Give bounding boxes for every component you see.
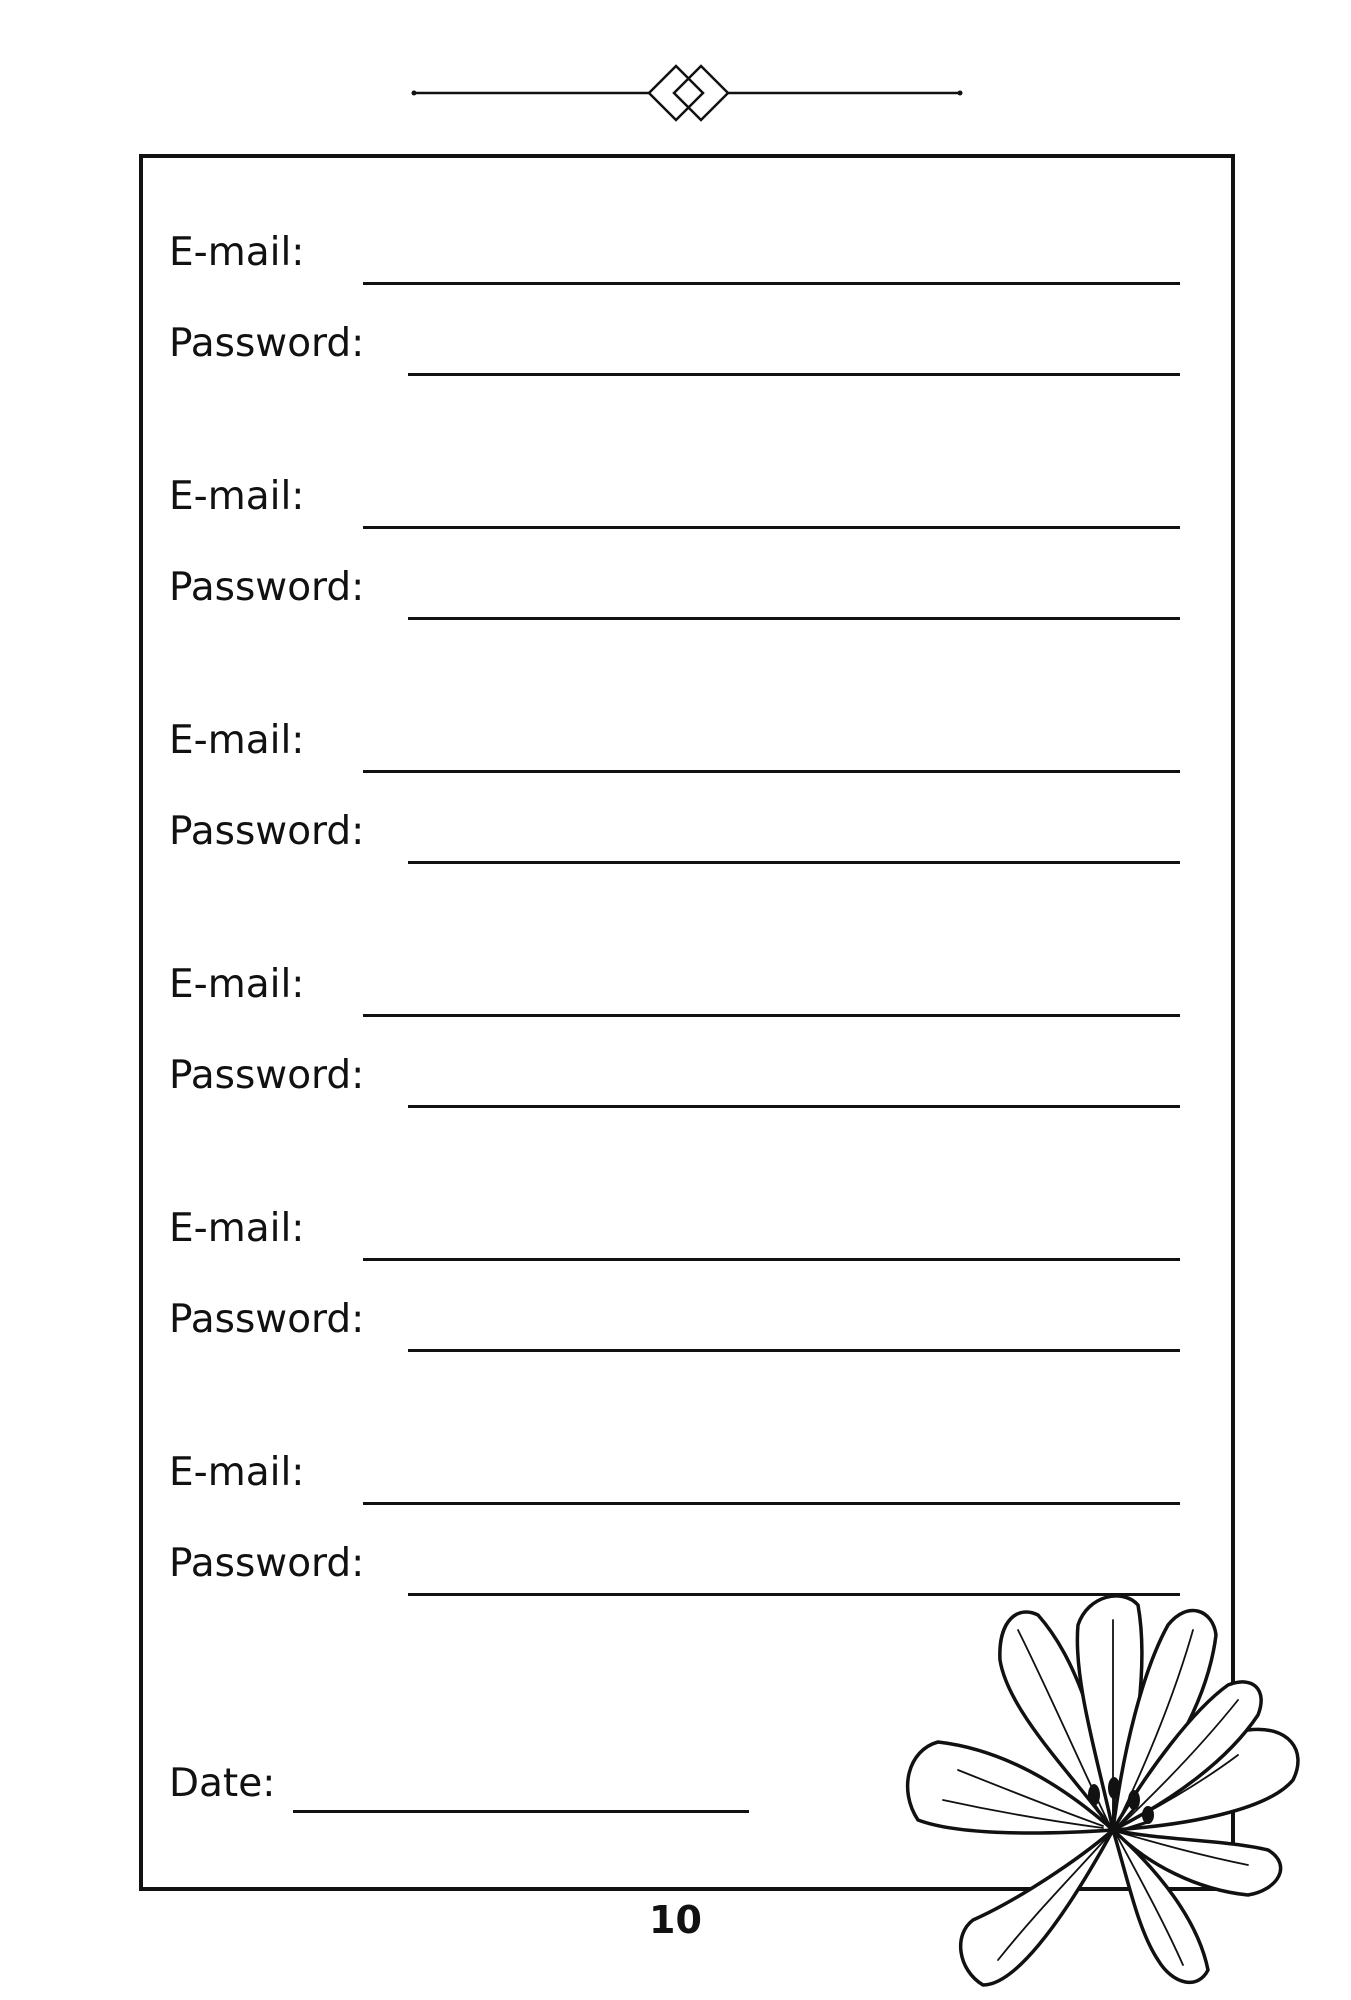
credential-entry: [169, 1206, 1180, 1450]
credential-entry: [169, 962, 1180, 1206]
password-field[interactable]: [408, 373, 1180, 376]
password-label: Password:: [169, 1297, 365, 1342]
credential-entry: [169, 230, 1180, 474]
email-row: [169, 718, 1180, 764]
password-label: Password:: [169, 1053, 365, 1098]
email-row: [169, 474, 1180, 520]
email-field[interactable]: [363, 526, 1180, 529]
password-field[interactable]: [408, 1349, 1180, 1352]
password-row: [169, 1541, 1180, 1587]
password-field[interactable]: [408, 1105, 1180, 1108]
password-row: [169, 809, 1180, 855]
email-field[interactable]: [363, 1014, 1180, 1017]
credential-entry: [169, 474, 1180, 718]
date-field[interactable]: [293, 1810, 749, 1813]
date-label: Date:: [169, 1761, 276, 1806]
password-row: [169, 1297, 1180, 1343]
email-field[interactable]: [363, 282, 1180, 285]
password-row: [169, 1053, 1180, 1099]
email-label: E-mail:: [169, 230, 305, 275]
page-number: 10: [649, 1898, 702, 1942]
email-label: E-mail:: [169, 718, 305, 763]
email-row: [169, 1206, 1180, 1252]
email-row: [169, 230, 1180, 276]
credentials-list: [169, 230, 1180, 1694]
email-label: E-mail:: [169, 1206, 305, 1251]
password-label: Password:: [169, 321, 365, 366]
email-row: [169, 962, 1180, 1008]
password-field[interactable]: [408, 617, 1180, 620]
email-field[interactable]: [363, 770, 1180, 773]
password-field[interactable]: [408, 861, 1180, 864]
credential-entry: [169, 718, 1180, 962]
email-label: E-mail:: [169, 1450, 305, 1495]
email-label: E-mail:: [169, 474, 305, 519]
password-row: [169, 321, 1180, 367]
date-row: [169, 1761, 749, 1807]
password-row: [169, 565, 1180, 611]
password-label: Password:: [169, 809, 365, 854]
diamond-divider-icon: [0, 0, 1351, 160]
email-field[interactable]: [363, 1258, 1180, 1261]
email-row: [169, 1450, 1180, 1496]
email-label: E-mail:: [169, 962, 305, 1007]
password-label: Password:: [169, 565, 365, 610]
password-label: Password:: [169, 1541, 365, 1586]
email-field[interactable]: [363, 1502, 1180, 1505]
